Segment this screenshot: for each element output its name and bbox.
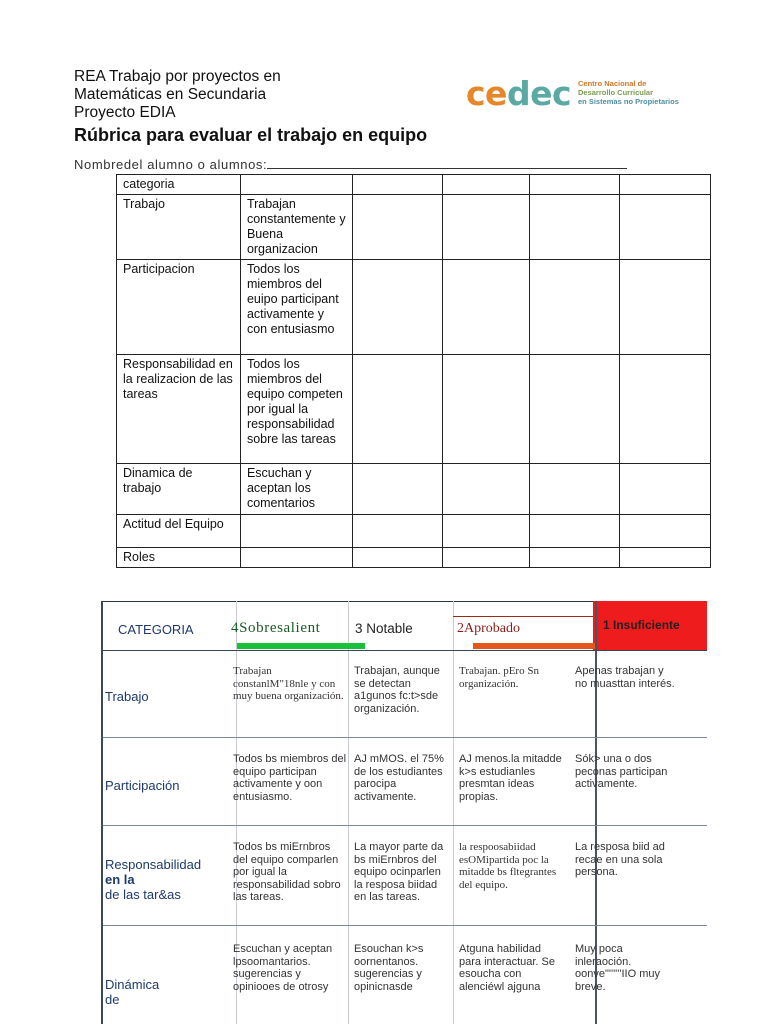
table-row [117, 515, 711, 548]
table-top-border [103, 601, 595, 602]
row-divider [103, 737, 707, 738]
criteria-cell: Todos bs miembros del equipo participan activamente y oon entusiasmo. [233, 753, 347, 803]
document-header [74, 68, 281, 122]
category-cell: Roles [117, 548, 241, 568]
criteria-cell: Escuchan y aceptan lpsoomantarios. sugerencias y opinioоes de otrosy [233, 943, 333, 993]
criteria-cell: Trabajan. pEro Sn organización. [459, 665, 539, 690]
category-cell: Participacion [117, 260, 241, 355]
name-underline [267, 157, 627, 169]
criteria-cell: Trabajan constantemente y Buena organizacion [240, 195, 352, 260]
logo-subtitle: Centro Nacional de Desarrollo Curricular en Sistemas no Propietarios [578, 79, 679, 106]
criteria-cell: Sók> una o dos peconas participan activamente. [575, 753, 668, 790]
criteria-cell: Trabajan, aunque se detectan a1gunos fc:t>sde organización. [354, 665, 440, 715]
category-trabajo: Trabajo [105, 689, 149, 704]
aprobado-color-bar [473, 643, 595, 649]
header-categoria: CATEGORIA [118, 622, 194, 637]
table-row [117, 464, 711, 515]
row-divider [103, 925, 707, 926]
table-row [117, 175, 711, 195]
category-header-cell: categoria [117, 175, 241, 195]
rubric-table-scanned [101, 601, 707, 1024]
criteria-cell: Escuchan y aceptan los comentarios [240, 464, 352, 515]
criteria-cell: Muy poca inleraoción. oonve"''''''IIO muy breve. [575, 943, 660, 993]
criteria-cell: AJ mMOS. el 75% de los estudiantes parocipa activamente. [354, 753, 444, 803]
criteria-cell: La resposa biid ad recae en una sola persona. [575, 841, 665, 878]
category-cell: Actitud del Equipo [117, 515, 241, 548]
table-row [117, 548, 711, 568]
category-cell: Responsabilidad en la realizacion de las tareas [117, 355, 241, 464]
criteria-cell: Trabajan constanlM"18nle y con muy buena organización. [233, 665, 344, 702]
table-row [117, 195, 711, 260]
criteria-cell: Todos los miembros del euipo participant activamente y con entusiasmo [240, 260, 352, 355]
criteria-cell: AJ menos.la mitadde k>s estudianles presmtan ideas propias. [459, 753, 562, 803]
header-insuficiente: 1 Insuficiente [593, 601, 707, 650]
page-title: Rúbrica para evaluar el trabajo en equipo [74, 125, 428, 145]
cedec-logo [466, 74, 706, 113]
criteria-cell: Todos bs miErnbros del equipo comparlen por igual la responsabilidad sobro las tareas. [233, 841, 341, 903]
table-row [117, 355, 711, 464]
criteria-cell: Todos los miembros del equipo competen por igual la responsabilidad sobre las tareas [240, 355, 352, 464]
category-participacion: Participación [105, 778, 180, 793]
criteria-cell: la respoosabiidad esOMipartida poc la mitadde bs fltegrantes del equipo. [459, 841, 557, 891]
logo-wordmark: cedec [466, 74, 572, 113]
header-notable: 3 Notable [355, 621, 413, 636]
criteria-cell: Atguna habilidad para interactuar. Se esoucha con alenciéwl ajguna [459, 943, 556, 993]
header-line-2: Matemáticas en Secundaria [74, 86, 267, 103]
category-dinamica: Dinámica de [105, 977, 160, 1007]
header-aprobado: 2Aprobado [457, 621, 520, 636]
aprobado-header-line [453, 616, 593, 617]
header-line-1: REA Trabajo por proyectos en [74, 68, 281, 85]
rubric-table-blank [116, 174, 711, 568]
category-cell: Trabajo [117, 195, 241, 260]
row-divider [103, 825, 707, 826]
criteria-cell: La mayor parte da bs miErnbros del equipo ocinparlen la resposa biidad en las tareas. [354, 841, 444, 903]
criteria-cell: Esouchan k>s oornentanos. sugerencias y opinicnasde [354, 943, 424, 993]
column-divider [348, 601, 349, 1024]
category-responsabilidad: Responsabilidad en la de las tar&as [105, 857, 202, 902]
table-row [117, 260, 711, 355]
column-divider [453, 601, 454, 1024]
student-name-label: Nombredel alumno o alumnos: [74, 157, 268, 172]
header-line-3: Proyecto EDIA [74, 104, 176, 121]
sobresaliente-color-bar [237, 643, 365, 649]
criteria-cell: Apenas trabajan y no muasttan interés. [575, 665, 675, 690]
category-cell: Dinamica de trabajo [117, 464, 241, 515]
row-divider [103, 650, 707, 651]
student-name-field [74, 157, 627, 172]
header-sobresaliente: 4Sobresalient [231, 620, 321, 636]
